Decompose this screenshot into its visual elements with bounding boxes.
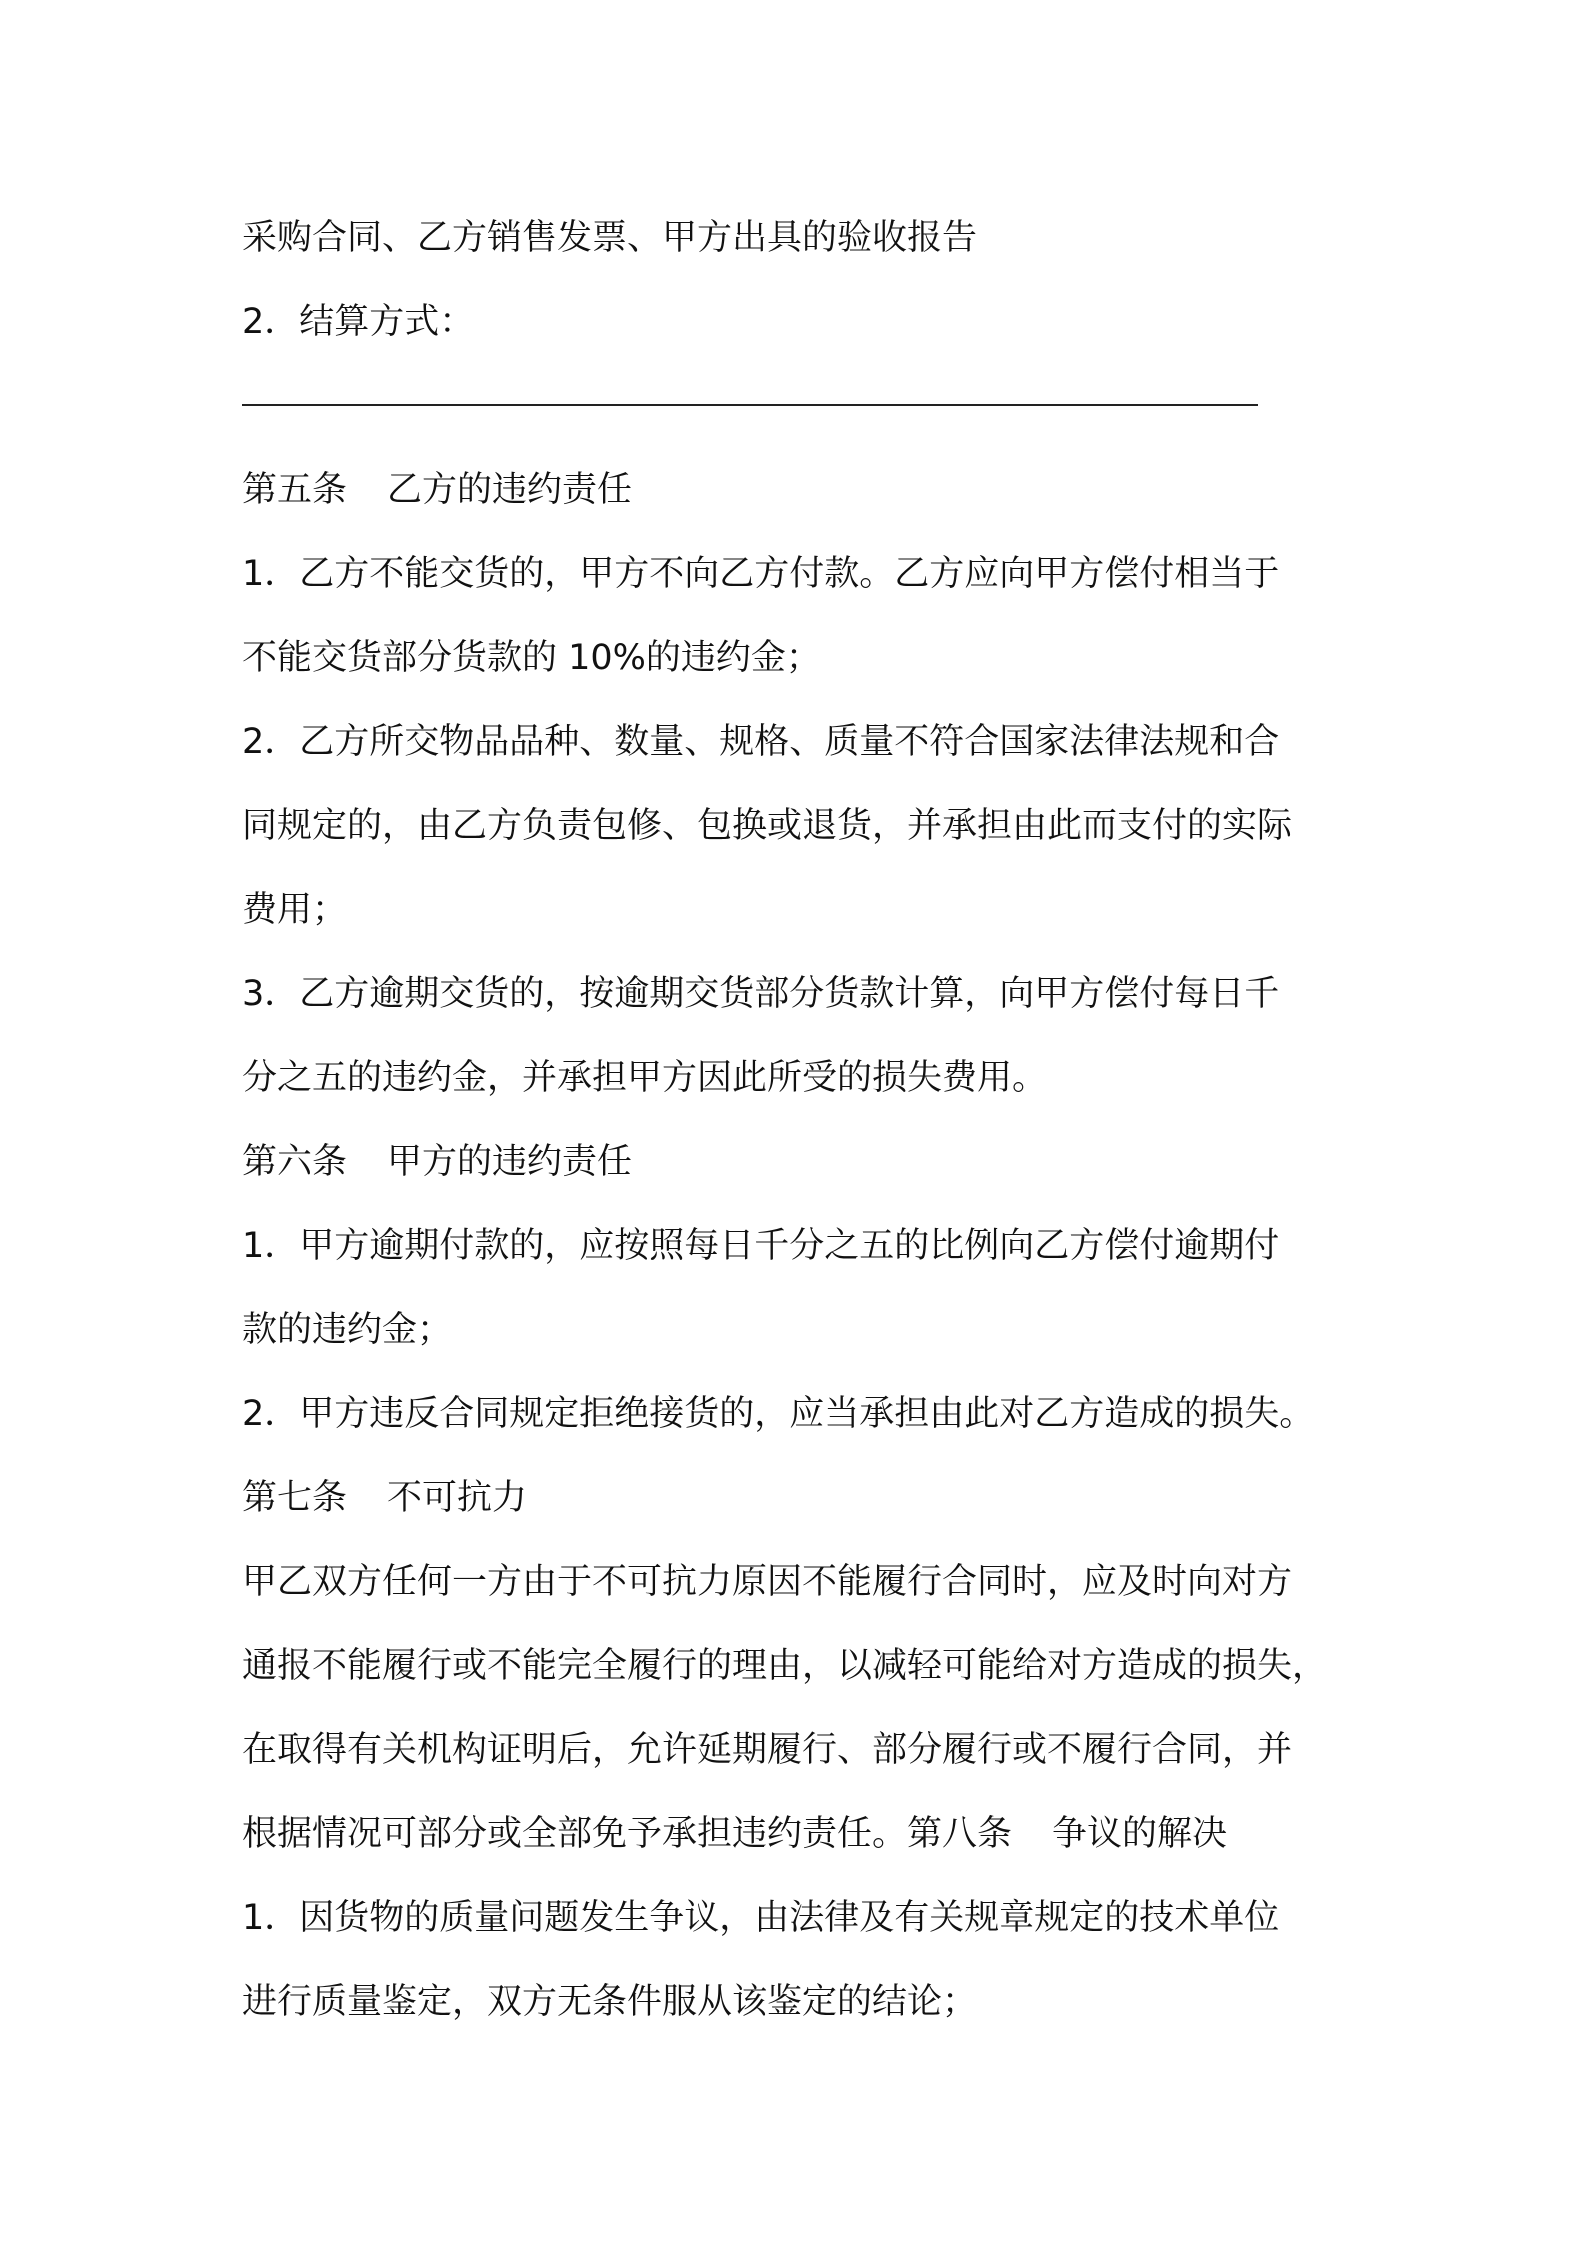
text-line: 3．乙方逾期交货的，按逾期交货部分货款计算，向甲方偿付每日千: [242, 974, 1280, 1014]
text-line: 2．结算方式：: [242, 302, 475, 342]
text-line: 分之五的违约金，并承担甲方因此所受的损失费用。: [242, 1058, 1048, 1098]
article-7-heading: [242, 1456, 1362, 1540]
document-body: [242, 196, 1362, 2044]
underline-rule: [242, 404, 1258, 406]
text-line: 根据情况可部分或全部免予承担违约责任。: [242, 1814, 908, 1854]
article-8-title: 争议的解决: [1052, 1814, 1228, 1854]
article-number: 第五条: [242, 470, 348, 510]
text-line: 1．因货物的质量问题发生争议，由法律及有关规章规定的技术单位: [242, 1898, 1280, 1938]
article-title: 不可抗力: [387, 1478, 528, 1518]
text-line: 1．乙方不能交货的，甲方不向乙方付款。乙方应向甲方偿付相当于: [242, 554, 1280, 594]
text-line: 款的违约金；: [242, 1310, 453, 1350]
text-line: 采购合同、乙方销售发票、甲方出具的验收报告: [242, 218, 978, 258]
text-line: 2．乙方所交物品品种、数量、规格、质量不符合国家法律法规和合: [242, 722, 1280, 762]
text-line: 进行质量鉴定，双方无条件服从该鉴定的结论；: [242, 1982, 978, 2022]
text-line: 1．甲方逾期付款的，应按照每日千分之五的比例向乙方偿付逾期付: [242, 1226, 1280, 1266]
fill-in-blank-line: [242, 364, 1362, 448]
text-line: 同规定的，由乙方负责包修、包换或退货，并承担由此而支付的实际: [242, 806, 1293, 846]
article-6-heading: [242, 1120, 1362, 1204]
text-line: 不能交货部分货款的 10%的违约金；: [242, 638, 821, 678]
article-8-number: 第八条: [907, 1814, 1013, 1854]
text-line: 在取得有关机构证明后，允许延期履行、部分履行或不履行合同，并: [242, 1730, 1293, 1770]
article-number: 第六条: [242, 1142, 348, 1182]
article-5-heading: [242, 448, 1362, 532]
text-line: 甲乙双方任何一方由于不可抗力原因不能履行合同时，应及时向对方: [242, 1562, 1293, 1602]
text-line: 通报不能履行或不能完全履行的理由，以减轻可能给对方造成的损失，: [242, 1646, 1328, 1686]
text-line: 费用；: [242, 890, 348, 930]
article-title: 乙方的违约责任: [387, 470, 633, 510]
article-number: 第七条: [242, 1478, 348, 1518]
article-title: 甲方的违约责任: [387, 1142, 633, 1182]
text-line-with-article-8-heading: [242, 1792, 1362, 1876]
text-line: 2．甲方违反合同规定拒绝接货的，应当承担由此对乙方造成的损失。: [242, 1394, 1315, 1434]
